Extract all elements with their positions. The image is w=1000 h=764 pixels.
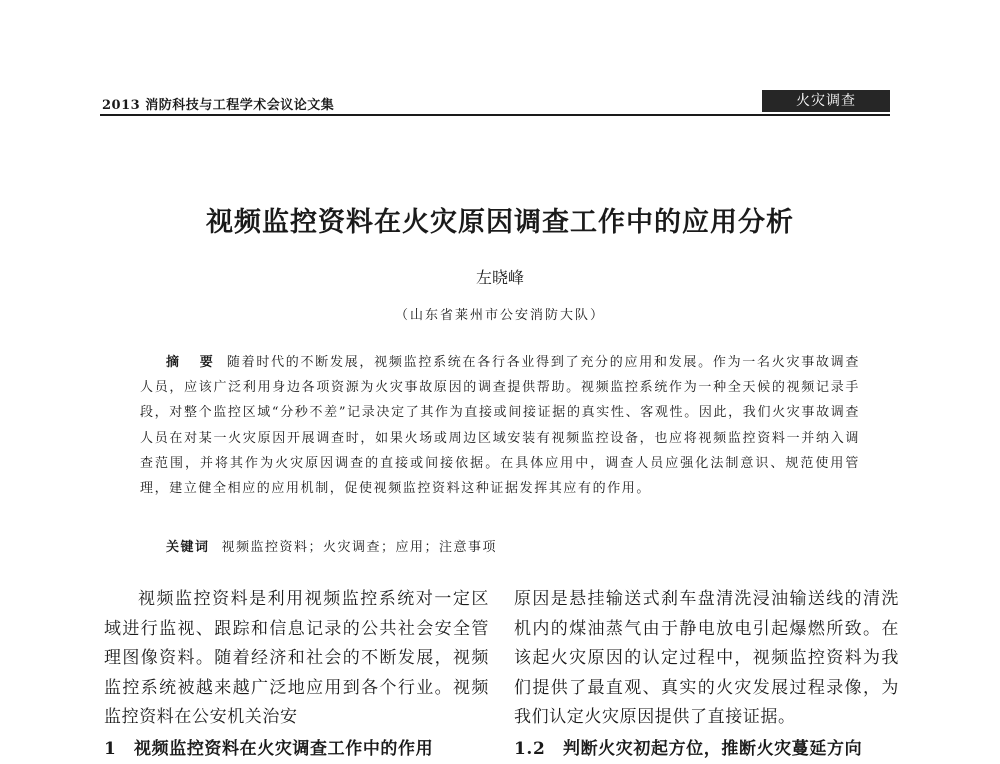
body-column-left — [104, 585, 489, 764]
abstract-label: 摘 要 — [166, 355, 221, 370]
page-header — [100, 88, 890, 118]
abstract — [140, 350, 860, 501]
journal-title: 2013 消防科技与工程学术会议论文集 — [102, 94, 334, 113]
keywords-text: 视频监控资料；火灾调查；应用；注意事项 — [222, 540, 498, 555]
body-paragraph: 视频监控资料是利用视频监控系统对一定区域进行监视、跟踪和信息记录的公共社会安全管理图像资料。随着经济和社会的不断发展，视频监控系统被越来越广泛地应用到各个行业。视频监控资料在公安机关治安 — [104, 585, 489, 733]
subsection-heading: 1.2 判断火灾初起方位，推断火灾蔓延方向 — [514, 735, 899, 764]
section-tag: 火灾调查 — [762, 90, 890, 112]
keywords-label: 关键词 — [166, 540, 210, 555]
author: 左晓峰 — [0, 265, 1000, 288]
section-heading: 1 视频监控资料在火灾调查工作中的作用 — [104, 735, 489, 764]
header-rule — [100, 114, 890, 116]
body-column-right — [514, 585, 899, 764]
paper-title: 视频监控资料在火灾原因调查工作中的应用分析 — [0, 200, 1000, 239]
abstract-text: 随着时代的不断发展，视频监控系统在各行各业得到了充分的应用和发展。作为一名火灾事故调查人员，应该广泛利用身边各项资源为火灾事故原因的调查提供帮助。视频监控系统作为一种全天候的视频记录手段，对整个监控区域“分秒不差”记录决定了其作为直接或间接证据的真实性、客观性。因此，我们火灾事故调查人员在对某一火灾原因开展调查时，如果火场或周边区域安装有视频监控设备，也应将视频监控资料一并纳入调查范围，并将其作为火灾原因调查的直接或间接依据。在具体应用中，调查人员应强化法制意识、规范使用管理，建立健全相应的应用机制，促使视频监控资料这种证据发挥其应有的作用。 — [140, 355, 860, 496]
keywords — [166, 536, 866, 555]
affiliation: （山东省莱州市公安消防大队） — [0, 304, 1000, 323]
body-paragraph: 原因是悬挂输送式刹车盘清洗浸油输送线的清洗机内的煤油蒸气由于静电放电引起爆燃所致。在该起火灾原因的认定过程中，视频监控资料为我们提供了最直观、真实的火灾发展过程录像，为我们认定火灾原因提供了直接证据。 — [514, 585, 899, 733]
